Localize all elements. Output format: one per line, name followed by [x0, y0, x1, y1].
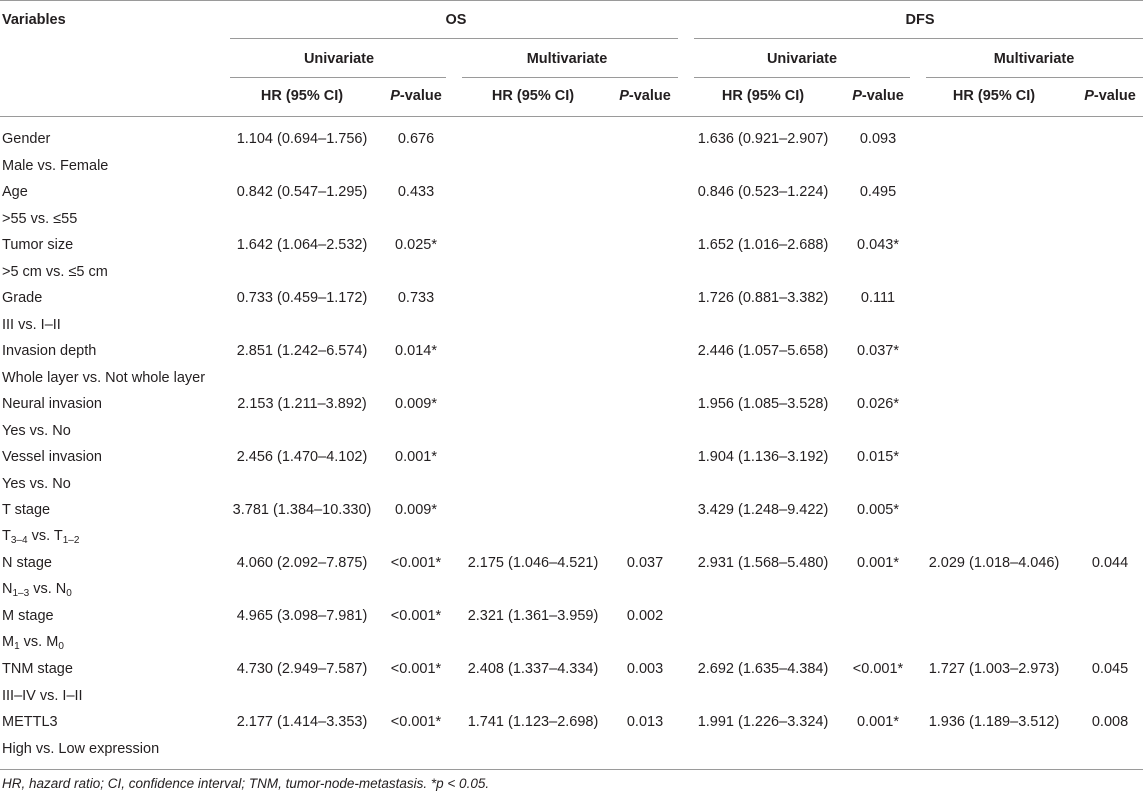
cell-dfs-multi-hr: 1.936 (1.189–3.512) — [928, 714, 1060, 730]
cell-dfs-uni-hr: 1.726 (0.881–3.382) — [697, 290, 829, 306]
variable-name: Tumor size — [2, 237, 74, 253]
cell-dfs-uni-p: 0.037* — [857, 343, 899, 359]
header-hr-ci: HR (95% CI) — [952, 88, 1036, 104]
os-multi-rule — [462, 77, 678, 78]
cell-os-uni-hr: 4.730 (2.949–7.587) — [236, 661, 368, 677]
cell-os-multi-p: 0.037 — [626, 555, 664, 571]
cell-os-uni-hr: 2.153 (1.211–3.892) — [237, 396, 367, 412]
os-uni-rule — [230, 77, 446, 78]
cell-os-uni-p: 0.733 — [397, 290, 435, 306]
cell-dfs-multi-p: 0.044 — [1091, 555, 1129, 571]
cell-os-uni-hr: 3.781 (1.384–10.330) — [232, 502, 372, 518]
cell-os-uni-p: 0.001* — [395, 449, 437, 465]
variable-comparison: High vs. Low expression — [2, 741, 160, 757]
cell-os-multi-hr: 1.741 (1.123–2.698) — [467, 714, 599, 730]
header-p-value: P-value — [390, 88, 442, 104]
variable-name: N stage — [2, 555, 52, 571]
cell-dfs-uni-p: 0.043* — [857, 237, 899, 253]
cell-os-uni-p: 0.676 — [397, 131, 435, 147]
variable-comparison: Yes vs. No — [2, 423, 71, 439]
footnote: HR, hazard ratio; CI, confidence interval; TNM, tumor-node-metastasis. *p < 0.05. — [2, 776, 490, 791]
header-p-value: P-value — [619, 88, 671, 104]
cell-os-uni-p: <0.001* — [390, 661, 442, 677]
cell-os-multi-p: 0.002 — [626, 608, 664, 624]
cell-dfs-uni-hr: 1.652 (1.016–2.688) — [697, 237, 829, 253]
cell-os-uni-hr: 4.060 (2.092–7.875) — [236, 555, 368, 571]
cell-dfs-uni-hr: 1.904 (1.136–3.192) — [697, 449, 829, 465]
cell-os-uni-p: <0.001* — [390, 608, 442, 624]
cell-dfs-uni-hr: 0.846 (0.523–1.224) — [697, 184, 829, 200]
header-hr-ci: HR (95% CI) — [260, 88, 344, 104]
cell-dfs-multi-p: 0.045 — [1091, 661, 1129, 677]
header-os-multivariate: Multivariate — [526, 51, 608, 67]
header-bottom-rule — [0, 116, 1143, 117]
variable-comparison: III–IV vs. I–II — [2, 688, 83, 704]
variable-comparison: $N_{1-3}$ vs. $N_0$ — [2, 581, 72, 599]
header-hr-ci: HR (95% CI) — [721, 88, 805, 104]
cell-os-uni-hr: 0.842 (0.547–1.295) — [236, 184, 368, 200]
variable-comparison: Whole layer vs. Not whole layer — [2, 370, 206, 386]
cell-dfs-uni-p: 0.111 — [860, 290, 896, 306]
header-p-value: P-value — [1084, 88, 1136, 104]
cell-os-multi-hr: 2.408 (1.337–4.334) — [467, 661, 599, 677]
variable-name: Vessel invasion — [2, 449, 102, 465]
variable-comparison: $T_{3-4}$ vs. $T_{1-2}$ — [2, 528, 80, 546]
cell-dfs-uni-p: 0.026* — [857, 396, 899, 412]
table-top-rule — [0, 0, 1143, 1]
cell-os-uni-p: <0.001* — [390, 555, 442, 571]
header-os: OS — [445, 12, 467, 28]
cell-dfs-uni-p: 0.001* — [857, 555, 899, 571]
header-dfs-univariate: Univariate — [766, 51, 838, 67]
os-rule — [230, 38, 678, 39]
cell-dfs-uni-p: 0.005* — [857, 502, 899, 518]
variable-comparison: Yes vs. No — [2, 476, 71, 492]
dfs-multi-rule — [926, 77, 1143, 78]
variable-name: Age — [2, 184, 28, 200]
cell-dfs-uni-p: 0.001* — [857, 714, 899, 730]
cell-os-uni-hr: 2.177 (1.414–3.353) — [236, 714, 368, 730]
variable-comparison: >55 vs. ≤55 — [2, 211, 78, 227]
cell-dfs-uni-p: 0.015* — [857, 449, 899, 465]
cell-dfs-multi-hr: 1.727 (1.003–2.973) — [928, 661, 1060, 677]
cell-os-uni-hr: 2.851 (1.242–6.574) — [236, 343, 368, 359]
cell-os-uni-p: 0.014* — [395, 343, 437, 359]
cell-os-uni-p: <0.001* — [390, 714, 442, 730]
cell-dfs-multi-hr: 2.029 (1.018–4.046) — [928, 555, 1060, 571]
cell-dfs-uni-hr: 2.446 (1.057–5.658) — [697, 343, 829, 359]
cell-os-uni-p: 0.009* — [395, 502, 437, 518]
variable-name: Grade — [2, 290, 43, 306]
cell-dfs-uni-hr: 2.692 (1.635–4.384) — [697, 661, 829, 677]
cell-os-uni-hr: 1.642 (1.064–2.532) — [236, 237, 368, 253]
cell-dfs-uni-hr: 1.956 (1.085–3.528) — [697, 396, 829, 412]
cell-os-multi-p: 0.003 — [626, 661, 664, 677]
variable-comparison: >5 cm vs. ≤5 cm — [2, 264, 108, 280]
variable-name: Neural invasion — [2, 396, 102, 412]
dfs-uni-rule — [694, 77, 910, 78]
cell-os-uni-hr: 1.104 (0.694–1.756) — [236, 131, 368, 147]
header-variables: Variables — [2, 12, 66, 28]
cell-os-uni-p: 0.009* — [395, 396, 437, 412]
variable-name: Gender — [2, 131, 51, 147]
cell-dfs-uni-hr: 3.429 (1.248–9.422) — [697, 502, 829, 518]
variable-name: Invasion depth — [2, 343, 97, 359]
cell-dfs-uni-hr: 1.636 (0.921–2.907) — [697, 131, 829, 147]
cell-dfs-uni-p: <0.001* — [852, 661, 904, 677]
variable-name: TNM stage — [2, 661, 73, 677]
cell-dfs-uni-hr: 2.931 (1.568–5.480) — [697, 555, 829, 571]
cell-os-uni-p: 0.433 — [397, 184, 435, 200]
cell-os-uni-hr: 4.965 (3.098–7.981) — [236, 608, 368, 624]
cell-os-uni-hr: 2.456 (1.470–4.102) — [236, 449, 368, 465]
header-dfs: DFS — [905, 12, 935, 28]
variable-name: M stage — [2, 608, 54, 624]
variable-name: METTL3 — [2, 714, 58, 730]
cell-os-multi-p: 0.013 — [626, 714, 664, 730]
cell-os-uni-hr: 0.733 (0.459–1.172) — [236, 290, 368, 306]
variable-comparison: Male vs. Female — [2, 158, 109, 174]
cell-dfs-multi-p: 0.008 — [1091, 714, 1129, 730]
header-os-univariate: Univariate — [303, 51, 375, 67]
header-p-value: P-value — [852, 88, 904, 104]
cell-os-uni-p: 0.025* — [395, 237, 437, 253]
cell-dfs-uni-p: 0.495 — [859, 184, 897, 200]
cell-os-multi-hr: 2.321 (1.361–3.959) — [467, 608, 599, 624]
cell-os-multi-hr: 2.175 (1.046–4.521) — [467, 555, 599, 571]
cell-dfs-uni-hr: 1.991 (1.226–3.324) — [697, 714, 829, 730]
variable-comparison: $M_1$ vs. $M_0$ — [2, 634, 64, 652]
header-hr-ci: HR (95% CI) — [491, 88, 575, 104]
variable-name: T stage — [2, 502, 51, 518]
table-bottom-rule — [0, 769, 1143, 770]
header-dfs-multivariate: Multivariate — [993, 51, 1075, 67]
cell-dfs-uni-p: 0.093 — [859, 131, 897, 147]
dfs-rule — [694, 38, 1143, 39]
variable-comparison: III vs. I–II — [2, 317, 61, 333]
